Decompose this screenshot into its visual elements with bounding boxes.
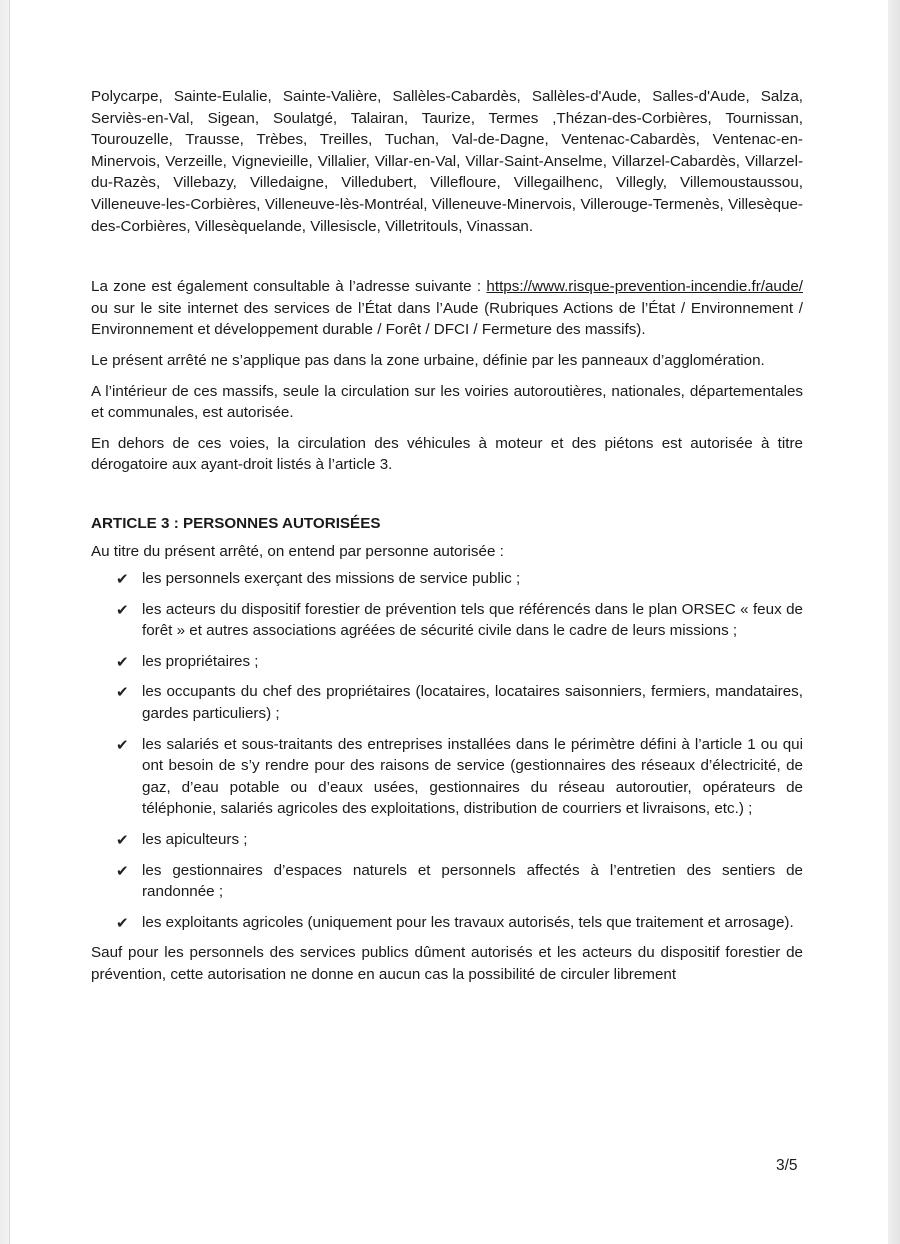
list-item <box>91 599 803 642</box>
list-item-text: les occupants du chef des propriétaires (locataires, locataires saisonniers, fermiers, mandataires, gardes particuliers) ; <box>142 683 803 723</box>
list-item <box>91 734 803 820</box>
urban-zone-paragraph: Le présent arrêté ne s’applique pas dans la zone urbaine, définie par les panneaux d’agglomération. <box>91 351 765 369</box>
zone-paragraph <box>91 276 803 341</box>
list-item-text: les gestionnaires d’espaces naturels et personnels affectés à l’entretien des sentiers de randonnée ; <box>142 861 803 901</box>
list-item <box>91 651 803 673</box>
article-3-intro: Au titre du présent arrêté, on entend par personne autorisée : <box>91 542 504 560</box>
page-edge-left <box>0 0 10 1244</box>
checkmark-icon: ✔ <box>116 862 129 880</box>
list-item <box>91 568 803 590</box>
list-item-text: les salariés et sous-traitants des entreprises installées dans le périmètre défini à l’article 1 ou qui ont besoin de s’y rendre pour des raisons de service (gestionnaires des réseaux d’électricité, de gaz, d’eau potable ou d’eaux usées, gestionnaires du réseau autoroutier, opérateurs de téléphonie, salariés agricoles des exploitations, distribution de courriers et livraisons, etc.) ; <box>142 735 803 818</box>
page-edge-right <box>888 0 900 1244</box>
communes-list: Polycarpe, Sainte-Eulalie, Sainte-Valière, Sallèles-Cabardès, Sallèles-d'Aude, Salles-d'Aude, Salza, Serviès-en-Val, Sigean, Soulatgé, Talairan, Taurize, Termes ,Thézan-des-Corbières, Tournissan, Tourouzelle, Trausse, Trèbes, Treilles, Tuchan, Val-de-Dagne, Ventenac-Cabardès, Ventenac-en-Minervois, Verzeille, Vignevieille, Villalier, Villar-en-Val, Villar-Saint-Anselme, Villarzel-Cabardès, Villarzel-du-Razès, Villebazy, Villedaigne, Villedubert, Villefloure, Villegailhenc, Villegly, Villemoustaussou, Villeneuve-les-Corbières, Villeneuve-lès-Montréal, Villeneuve-Minervois, Villerouge-Termenès, Villesèque-des-Corbières, Villesèquelande, Villesiscle, Villetritouls, Vinassan. <box>91 88 803 235</box>
list-item-text: les acteurs du dispositif forestier de prévention tels que référencés dans le plan ORSEC « feux de forêt » et autres associations agréées de sécurité civile dans le cadre de leurs missions ; <box>142 600 803 640</box>
page-number: 3/5 <box>776 1157 798 1174</box>
list-item-text: les propriétaires ; <box>142 652 259 670</box>
list-item <box>91 829 803 851</box>
zone-text-before: La zone est également consultable à l’adresse suivante : <box>91 278 487 296</box>
list-item <box>91 912 803 934</box>
checkmark-icon: ✔ <box>116 653 129 671</box>
zone-text-after: ou sur le site internet des services de l’État dans l’Aude (Rubriques Actions de l’État / Environnement / Environnement et développement durable / Forêt / DFCI / Fermeture des massifs). <box>91 299 803 339</box>
checkmark-icon: ✔ <box>116 914 129 932</box>
derogation-paragraph: En dehors de ces voies, la circulation des véhicules à moteur et des piétons est autorisée à titre dérogatoire aux ayant-droit listés à l’article 3. <box>91 434 803 474</box>
list-item <box>91 681 803 724</box>
document-body <box>91 86 803 986</box>
list-item-text: les personnels exerçant des missions de service public ; <box>142 570 521 588</box>
checkmark-icon: ✔ <box>116 736 129 754</box>
authorized-persons-list <box>91 568 803 933</box>
checkmark-icon: ✔ <box>116 832 129 850</box>
checkmark-icon: ✔ <box>116 601 129 619</box>
massifs-paragraph: A l’intérieur de ces massifs, seule la circulation sur les voiries autoroutières, nationales, départementales et communales, est autorisée. <box>91 382 803 422</box>
list-item-text: les exploitants agricoles (uniquement pour les travaux autorisés, tels que traitement et arrosage). <box>142 913 794 931</box>
list-item-text: les apiculteurs ; <box>142 831 248 849</box>
checkmark-icon: ✔ <box>116 571 129 589</box>
list-item <box>91 860 803 903</box>
zone-link[interactable]: https://www.risque-prevention-incendie.fr/aude/ <box>486 278 803 296</box>
checkmark-icon: ✔ <box>116 684 129 702</box>
article-3-title: ARTICLE 3 : PERSONNES AUTORISÉES <box>91 514 381 532</box>
closing-paragraph: Sauf pour les personnels des services publics dûment autorisés et les acteurs du dispositif forestier de prévention, cette autorisation ne donne en aucun cas la possibilité de circuler librement <box>91 944 803 983</box>
